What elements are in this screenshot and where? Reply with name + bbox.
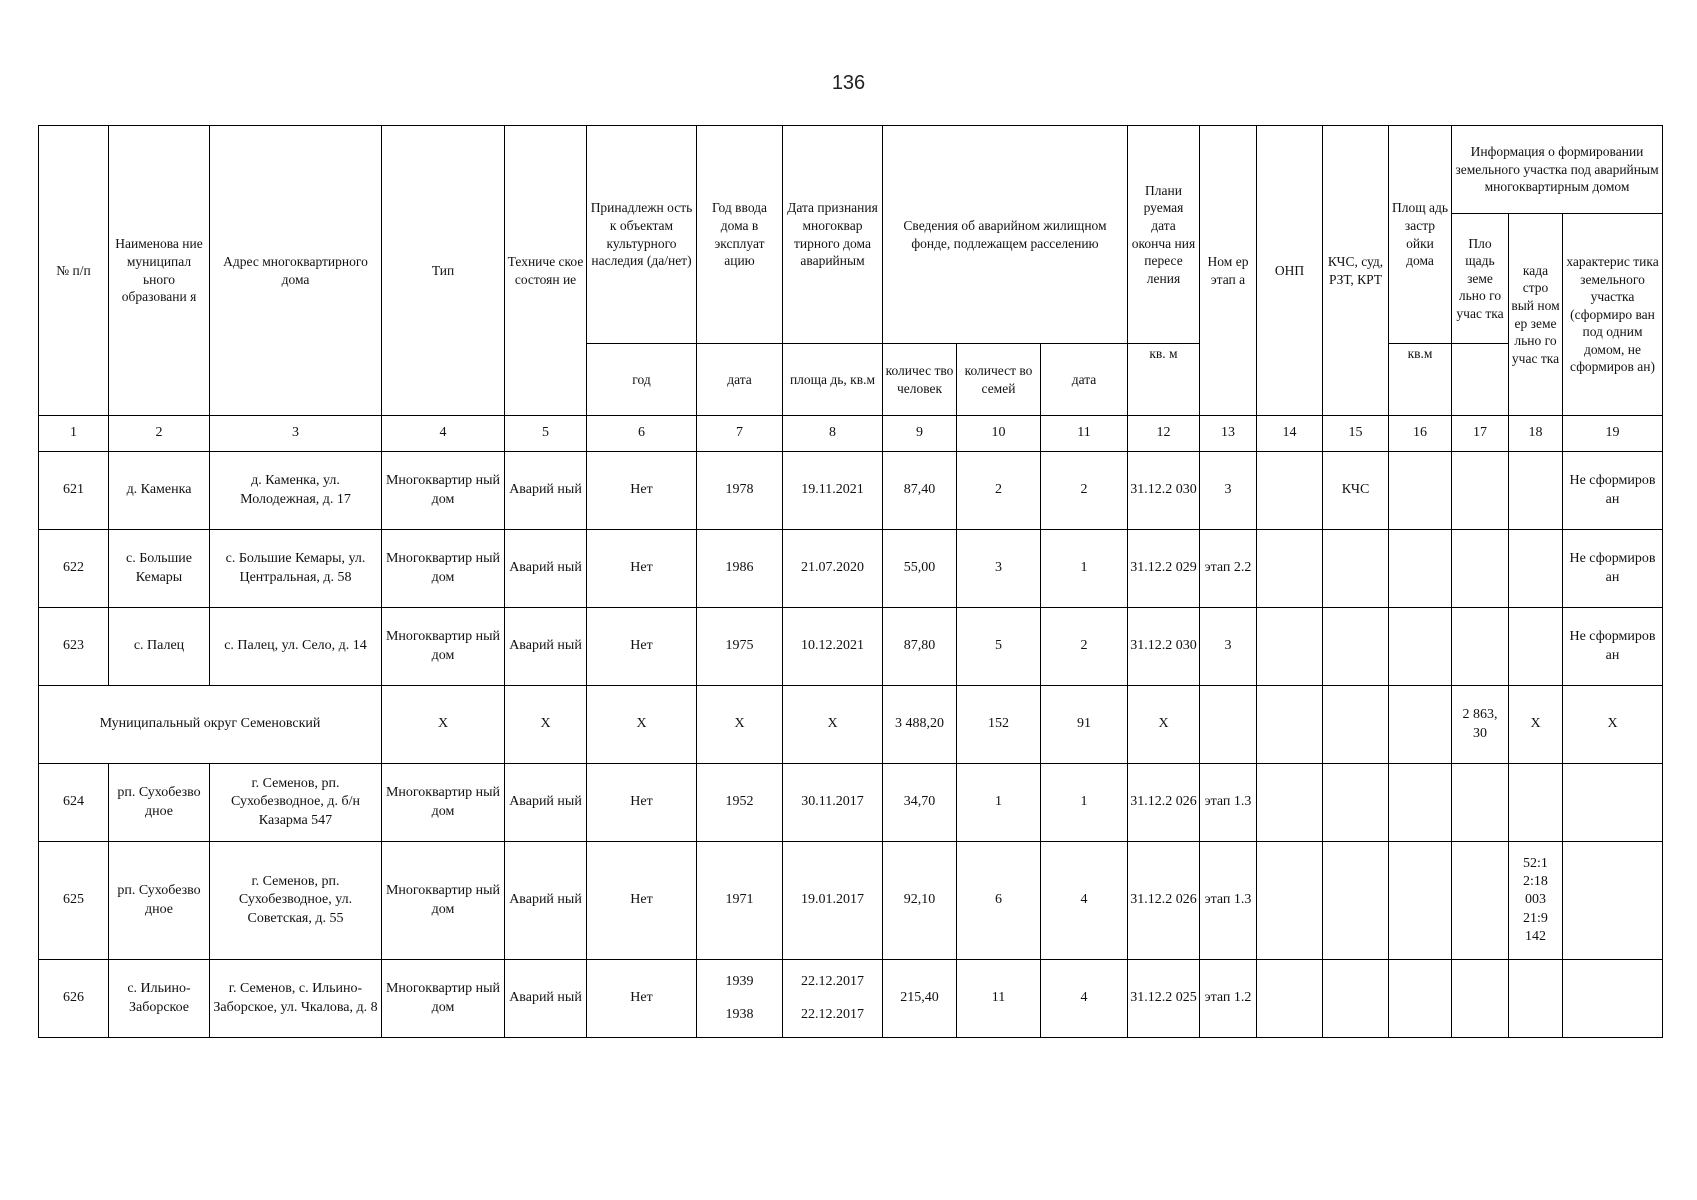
building-area-cell xyxy=(1389,960,1452,1038)
column-number: 9 xyxy=(883,416,957,452)
subheader-area: площа дь, кв.м xyxy=(783,344,883,416)
people-cell: 5 xyxy=(957,608,1041,686)
header-onp: ОНП xyxy=(1257,126,1323,416)
state-cell: Аварий ный xyxy=(505,764,587,842)
stage-cell: этап 1.3 xyxy=(1200,842,1257,960)
summary-onp xyxy=(1257,686,1323,764)
heritage-cell: Нет xyxy=(587,452,697,530)
row-number: 621 xyxy=(39,452,109,530)
address-cell: г. Семенов, рп. Сухобезводное, д. б/н Казарма 547 xyxy=(210,764,382,842)
families-cell: 4 xyxy=(1041,960,1128,1038)
header-technical-state: Техниче ское состоян ие xyxy=(505,126,587,416)
column-number: 6 xyxy=(587,416,697,452)
state-cell: Аварий ный xyxy=(505,530,587,608)
summary-area: 3 488,20 xyxy=(883,686,957,764)
people-cell: 2 xyxy=(957,452,1041,530)
families-cell: 2 xyxy=(1041,452,1128,530)
header-cadastral-number: када стро вый ном ер земе льно го учас тка xyxy=(1509,214,1563,416)
people-cell: 3 xyxy=(957,530,1041,608)
year-cell xyxy=(697,960,783,1038)
end-date-cell: 31.12.2 026 xyxy=(1128,764,1200,842)
column-number: 14 xyxy=(1257,416,1323,452)
year-cell: 1971 xyxy=(697,842,783,960)
area-cell: 92,10 xyxy=(883,842,957,960)
header-emergency-fund: Сведения об аварийном жилищном фонде, подлежащем расселению xyxy=(883,126,1128,344)
year-cell: 1986 xyxy=(697,530,783,608)
cadastral-cell: 52:1 2:18 003 21:9 142 xyxy=(1509,842,1563,960)
area-cell: 34,70 xyxy=(883,764,957,842)
subheader-building-area-unit: кв. м xyxy=(1128,344,1200,416)
stage-cell: этап 1.3 xyxy=(1200,764,1257,842)
people-cell: 6 xyxy=(957,842,1041,960)
summary-heritage: Х xyxy=(587,686,697,764)
column-number: 13 xyxy=(1200,416,1257,452)
end-date-cell: 31.12.2 029 xyxy=(1128,530,1200,608)
heritage-cell: Нет xyxy=(587,960,697,1038)
area-cell: 55,00 xyxy=(883,530,957,608)
header-type: Тип xyxy=(382,126,505,416)
kchs-cell: КЧС xyxy=(1323,452,1389,530)
row-number: 625 xyxy=(39,842,109,960)
cadastral-cell xyxy=(1509,960,1563,1038)
cadastral-cell xyxy=(1509,530,1563,608)
building-area-cell xyxy=(1389,452,1452,530)
row-number: 622 xyxy=(39,530,109,608)
subheader-families: количест во семей xyxy=(957,344,1041,416)
summary-families: 91 xyxy=(1041,686,1128,764)
column-number: 5 xyxy=(505,416,587,452)
date-cell: 19.01.2017 xyxy=(783,842,883,960)
address-cell: с. Палец, ул. Село, д. 14 xyxy=(210,608,382,686)
summary-date: Х xyxy=(783,686,883,764)
onp-cell xyxy=(1257,842,1323,960)
heritage-cell: Нет xyxy=(587,530,697,608)
onp-cell xyxy=(1257,960,1323,1038)
row-number: 624 xyxy=(39,764,109,842)
date-value-a: 22.12.2017 xyxy=(801,974,864,990)
row-number: 623 xyxy=(39,608,109,686)
header-row-number: № п/п xyxy=(39,126,109,416)
summary-type: Х xyxy=(382,686,505,764)
onp-cell xyxy=(1257,530,1323,608)
municipality-cell: с. Большие Кемары xyxy=(109,530,210,608)
date-cell: 19.11.2021 xyxy=(783,452,883,530)
date-cell: 21.07.2020 xyxy=(783,530,883,608)
column-number: 1 xyxy=(39,416,109,452)
column-number: 12 xyxy=(1128,416,1200,452)
kchs-cell xyxy=(1323,842,1389,960)
people-cell: 1 xyxy=(957,764,1041,842)
column-number: 11 xyxy=(1041,416,1128,452)
column-number: 3 xyxy=(210,416,382,452)
cadastral-cell xyxy=(1509,452,1563,530)
column-number: 4 xyxy=(382,416,505,452)
year-cell: 1952 xyxy=(697,764,783,842)
land-area-cell xyxy=(1452,764,1509,842)
summary-cadastral: Х xyxy=(1509,686,1563,764)
subheader-date: дата xyxy=(697,344,783,416)
table-row xyxy=(39,452,1663,530)
column-number: 19 xyxy=(1563,416,1663,452)
land-area-cell xyxy=(1452,452,1509,530)
type-cell: Многоквартир ный дом xyxy=(382,960,505,1038)
land-characteristic-cell xyxy=(1563,764,1663,842)
table-row xyxy=(39,842,1663,960)
table-row xyxy=(39,960,1663,1038)
stage-cell: 3 xyxy=(1200,608,1257,686)
address-cell: г. Семенов, рп. Сухобезводное, ул. Советская, д. 55 xyxy=(210,842,382,960)
building-area-cell xyxy=(1389,764,1452,842)
table-header xyxy=(39,126,1663,452)
summary-row xyxy=(39,686,1663,764)
column-number-row xyxy=(39,416,1663,452)
type-cell: Многоквартир ный дом xyxy=(382,842,505,960)
land-characteristic-cell: Не сформиров ан xyxy=(1563,530,1663,608)
municipality-cell: д. Каменка xyxy=(109,452,210,530)
land-characteristic-cell xyxy=(1563,960,1663,1038)
header-land-plot-info: Информация о формировании земельного участка под аварийным многоквартирным домом xyxy=(1452,126,1663,214)
row-number: 626 xyxy=(39,960,109,1038)
kchs-cell xyxy=(1323,608,1389,686)
cadastral-cell xyxy=(1509,764,1563,842)
header-emergency-date: Дата признания многоквар тирного дома аварийным xyxy=(783,126,883,344)
land-area-cell xyxy=(1452,608,1509,686)
subheader-land-area-unit: кв.м xyxy=(1389,344,1452,416)
state-cell: Аварий ный xyxy=(505,452,587,530)
page-number: 136 xyxy=(831,72,866,94)
header-land-area: Пло щадь земе льно го учас тка xyxy=(1452,214,1509,344)
summary-kchs xyxy=(1323,686,1389,764)
column-number: 15 xyxy=(1323,416,1389,452)
heritage-cell: Нет xyxy=(587,842,697,960)
header-municipality: Наименова ние муниципал ьного образовани я xyxy=(109,126,210,416)
summary-stage xyxy=(1200,686,1257,764)
end-date-cell: 31.12.2 026 xyxy=(1128,842,1200,960)
kchs-cell xyxy=(1323,960,1389,1038)
families-cell: 1 xyxy=(1041,764,1128,842)
families-cell: 4 xyxy=(1041,842,1128,960)
table-body xyxy=(39,452,1663,1038)
year-value-b: 1938 xyxy=(725,1006,754,1022)
land-characteristic-cell: Не сформиров ан xyxy=(1563,452,1663,530)
state-cell: Аварий ный xyxy=(505,608,587,686)
heritage-cell: Нет xyxy=(587,608,697,686)
column-number: 7 xyxy=(697,416,783,452)
summary-end-date: Х xyxy=(1128,686,1200,764)
header-commission-year: Год ввода дома в эксплуат ацию xyxy=(697,126,783,344)
building-area-cell xyxy=(1389,608,1452,686)
municipality-cell: с. Палец xyxy=(109,608,210,686)
subheader-year: год xyxy=(587,344,697,416)
stage-cell: этап 2.2 xyxy=(1200,530,1257,608)
header-heritage: Принадлежн ость к объектам культурного наследия (да/нет) xyxy=(587,126,697,344)
state-cell: Аварий ный xyxy=(505,842,587,960)
families-cell: 1 xyxy=(1041,530,1128,608)
summary-label: Муниципальный округ Семеновский xyxy=(39,686,382,764)
header-building-area: Площ адь застр ойки дома xyxy=(1389,126,1452,344)
summary-building-area xyxy=(1389,686,1452,764)
stage-cell: 3 xyxy=(1200,452,1257,530)
column-number: 2 xyxy=(109,416,210,452)
stage-cell: этап 1.2 xyxy=(1200,960,1257,1038)
summary-land-characteristic: Х xyxy=(1563,686,1663,764)
header-land-characteristic: характерис тика земельного участка (сформиро ван под одним домом, не сформиров ан) xyxy=(1563,214,1663,416)
building-area-cell xyxy=(1389,530,1452,608)
year-value-a: 1939 xyxy=(725,974,754,990)
column-number: 18 xyxy=(1509,416,1563,452)
municipality-cell: рп. Сухобезво дное xyxy=(109,842,210,960)
people-cell: 11 xyxy=(957,960,1041,1038)
area-cell: 87,40 xyxy=(883,452,957,530)
header-stage-number: Ном ер этап а xyxy=(1200,126,1257,416)
end-date-cell: 31.12.2 025 xyxy=(1128,960,1200,1038)
onp-cell xyxy=(1257,452,1323,530)
end-date-cell: 31.12.2 030 xyxy=(1128,452,1200,530)
date-cell: 30.11.2017 xyxy=(783,764,883,842)
emergency-housing-table xyxy=(38,125,1663,1038)
onp-cell xyxy=(1257,764,1323,842)
municipality-cell: рп. Сухобезво дное xyxy=(109,764,210,842)
year-cell: 1978 xyxy=(697,452,783,530)
header-kchs: КЧС, суд, РЗТ, КРТ xyxy=(1323,126,1389,416)
area-cell: 87,80 xyxy=(883,608,957,686)
land-area-cell xyxy=(1452,960,1509,1038)
header-planned-end-date: Плани руемая дата оконча ния пересе ления xyxy=(1128,126,1200,344)
summary-state: Х xyxy=(505,686,587,764)
subheader-people: количес тво человек xyxy=(883,344,957,416)
kchs-cell xyxy=(1323,530,1389,608)
heritage-cell: Нет xyxy=(587,764,697,842)
land-characteristic-cell xyxy=(1563,842,1663,960)
year-cell: 1975 xyxy=(697,608,783,686)
land-area-cell xyxy=(1452,530,1509,608)
land-area-cell xyxy=(1452,842,1509,960)
date-cell xyxy=(783,960,883,1038)
table-row xyxy=(39,764,1663,842)
cadastral-cell xyxy=(1509,608,1563,686)
building-area-cell xyxy=(1389,842,1452,960)
date-cell: 10.12.2021 xyxy=(783,608,883,686)
municipality-cell: с. Ильино-Заборское xyxy=(109,960,210,1038)
address-cell: д. Каменка, ул. Молодежная, д. 17 xyxy=(210,452,382,530)
type-cell: Многоквартир ный дом xyxy=(382,530,505,608)
column-number: 17 xyxy=(1452,416,1509,452)
area-cell: 215,40 xyxy=(883,960,957,1038)
onp-cell xyxy=(1257,608,1323,686)
summary-year: Х xyxy=(697,686,783,764)
address-cell: с. Большие Кемары, ул. Центральная, д. 58 xyxy=(210,530,382,608)
summary-people: 152 xyxy=(957,686,1041,764)
header-address: Адрес многоквартирного дома xyxy=(210,126,382,416)
type-cell: Многоквартир ный дом xyxy=(382,452,505,530)
land-characteristic-cell: Не сформиров ан xyxy=(1563,608,1663,686)
type-cell: Многоквартир ный дом xyxy=(382,608,505,686)
state-cell: Аварий ный xyxy=(505,960,587,1038)
table-row xyxy=(39,530,1663,608)
address-cell: г. Семенов, с. Ильино-Заборское, ул. Чкалова, д. 8 xyxy=(210,960,382,1038)
table-row xyxy=(39,608,1663,686)
kchs-cell xyxy=(1323,764,1389,842)
subheader-end-date: дата xyxy=(1041,344,1128,416)
summary-land-area: 2 863, 30 xyxy=(1452,686,1509,764)
column-number: 10 xyxy=(957,416,1041,452)
date-value-b: 22.12.2017 xyxy=(801,1006,864,1022)
families-cell: 2 xyxy=(1041,608,1128,686)
column-number: 8 xyxy=(783,416,883,452)
end-date-cell: 31.12.2 030 xyxy=(1128,608,1200,686)
column-number: 16 xyxy=(1389,416,1452,452)
type-cell: Многоквартир ный дом xyxy=(382,764,505,842)
